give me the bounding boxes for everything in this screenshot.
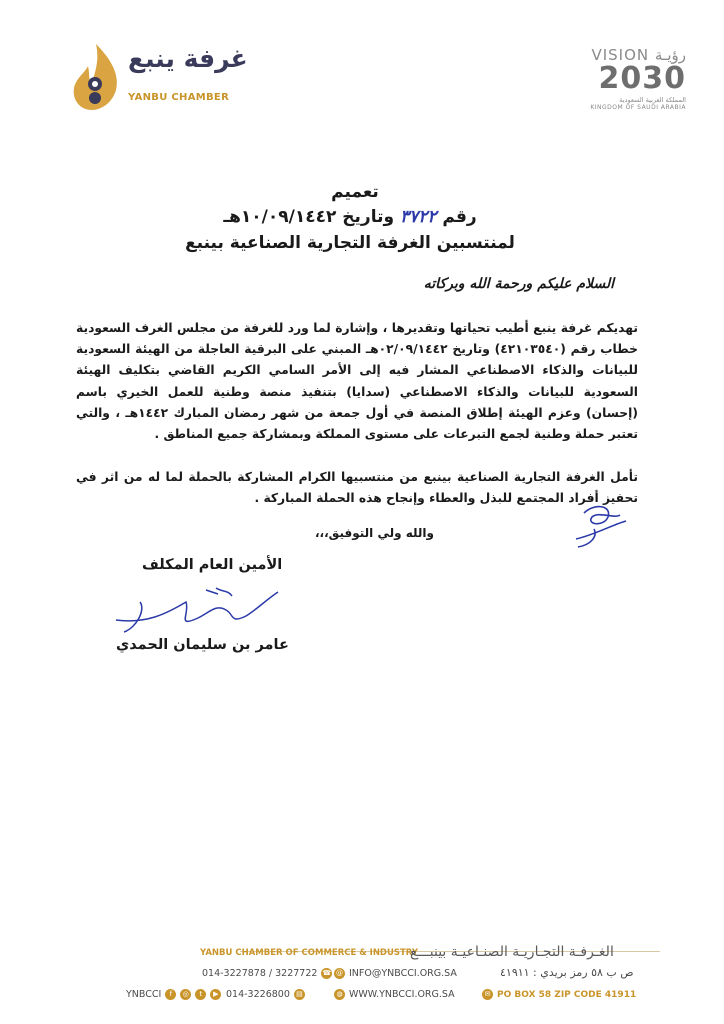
footer-email[interactable] xyxy=(334,968,457,979)
closing-paragraph: تأمل الغرفة التجارية الصناعية بينبع من منتسبيها الكرام المشاركة بالحملة لما له من اثر في تحفيز أفراد المجتمع للبذل والعطاء وإنجاح هذه الحملة المباركة . xyxy=(76,470,638,505)
mailbox-icon: ✉ xyxy=(482,989,493,1000)
vision-label: VISION xyxy=(591,46,650,64)
footer-pobox-en xyxy=(482,989,636,1000)
ref-date: ١٠/٠٩/١٤٤٢هـ xyxy=(223,207,337,227)
email-text: INFO@YNBCCI.ORG.SA xyxy=(349,968,457,979)
flame-logo-icon xyxy=(66,40,124,112)
email-icon: @ xyxy=(336,969,343,977)
chamber-name-en: YANBU CHAMBER xyxy=(128,92,230,103)
vision-year: 2030 xyxy=(598,61,686,96)
vision-kingdom-en: KINGDOM OF SAUDI ARABIA xyxy=(590,104,686,111)
chamber-logo xyxy=(66,40,248,112)
greeting: السلام عليكم ورحمة الله وبركاته xyxy=(423,276,614,292)
vision-2030-logo xyxy=(536,46,686,120)
vision-kingdom-ar: المملكة العربية السعودية xyxy=(619,96,686,104)
footer-pobox-ar xyxy=(500,966,634,979)
pobox-en-text: PO BOX 58 ZIP CODE 41911 xyxy=(497,989,637,1000)
youtube-icon[interactable]: ▶ xyxy=(210,989,221,1000)
website-text: WWW.YNBCCI.ORG.SA xyxy=(349,989,455,1000)
body-paragraph xyxy=(76,318,638,445)
handwritten-signature xyxy=(106,584,286,644)
ref-number: ٣٧٢٢ xyxy=(399,207,437,227)
ref-prefix: رقم xyxy=(442,207,477,227)
footer-phone xyxy=(202,968,332,979)
chamber-name-ar: غرفة ينبع xyxy=(128,44,248,73)
pobox-ar-text: ص ب ٥٨ رمز بريدي : ٤١٩١١ xyxy=(500,966,634,979)
ref-date-prefix: وتاريخ xyxy=(342,207,395,227)
signatory-title: الأمين العام المكلف xyxy=(142,557,283,573)
footer-name-ar: الغـرفـة التجـاريـة الصنـاعيـة بينبـــع xyxy=(410,944,614,960)
reference-line xyxy=(200,207,500,227)
footer-social xyxy=(126,989,221,1000)
letter-heading: تعميم xyxy=(331,182,379,202)
twitter-icon[interactable]: t xyxy=(195,989,206,1000)
instagram-icon[interactable]: ◎ xyxy=(180,989,191,1000)
vision-label-ar: رؤيـة xyxy=(654,46,686,64)
phone-text: 014-3227878 / 3227722 xyxy=(202,968,318,979)
initials-signature xyxy=(564,495,634,555)
social-handle: YNBCCI xyxy=(126,989,162,1000)
footer-website[interactable] xyxy=(334,989,455,1000)
addressee: لمنتسبين الغرفة التجارية الصناعية بينبع xyxy=(185,233,515,253)
phone-icon: ☎ xyxy=(322,969,332,977)
fax-text: 014-3226800 xyxy=(226,989,290,1000)
body-text: تهديكم غرفة ينبع أطيب تحياتها وتقديرها ، وإشارة لما ورد للغرفة من مجلس الغرف السعودية خطاب رقم (٤٢١٠٣٥٤٠) وتاريخ ٠٢/٠٩/١٤٤٢هـ المبني على البرقية العاجلة من الهيئة السعودية للبيانات والذكاء الاصطناعي المشار فيه إلى الأمر السامي الكريم القاضي بتكليف الهيئة السعودية للبيانات والذكاء الاصطناعي (سدايا) بتنفيذ منصة وطنية للعمل الخيري باسم (إحسان) وعزم الهيئة إطلاق المنصة في أول جمعة من شهر رمضان المبارك ١٤٤٢هـ ، والتي تعتبر حملة وطنية لجمع التبرعات على مستوى المملكة وبمشاركة جميع المناطق . xyxy=(76,321,639,442)
prayer-line: والله ولي التوفيق،،، xyxy=(314,526,434,540)
signatory-name: عامر بن سليمان الحمدي xyxy=(116,637,289,653)
fax-icon: ▤ xyxy=(294,989,305,1000)
footer-fax xyxy=(226,989,305,1000)
footer-name-en: YANBU CHAMBER OF COMMERCE & INDUSTRY xyxy=(200,948,419,958)
facebook-icon[interactable]: f xyxy=(165,989,176,1000)
globe-icon: ◍ xyxy=(334,989,345,1000)
